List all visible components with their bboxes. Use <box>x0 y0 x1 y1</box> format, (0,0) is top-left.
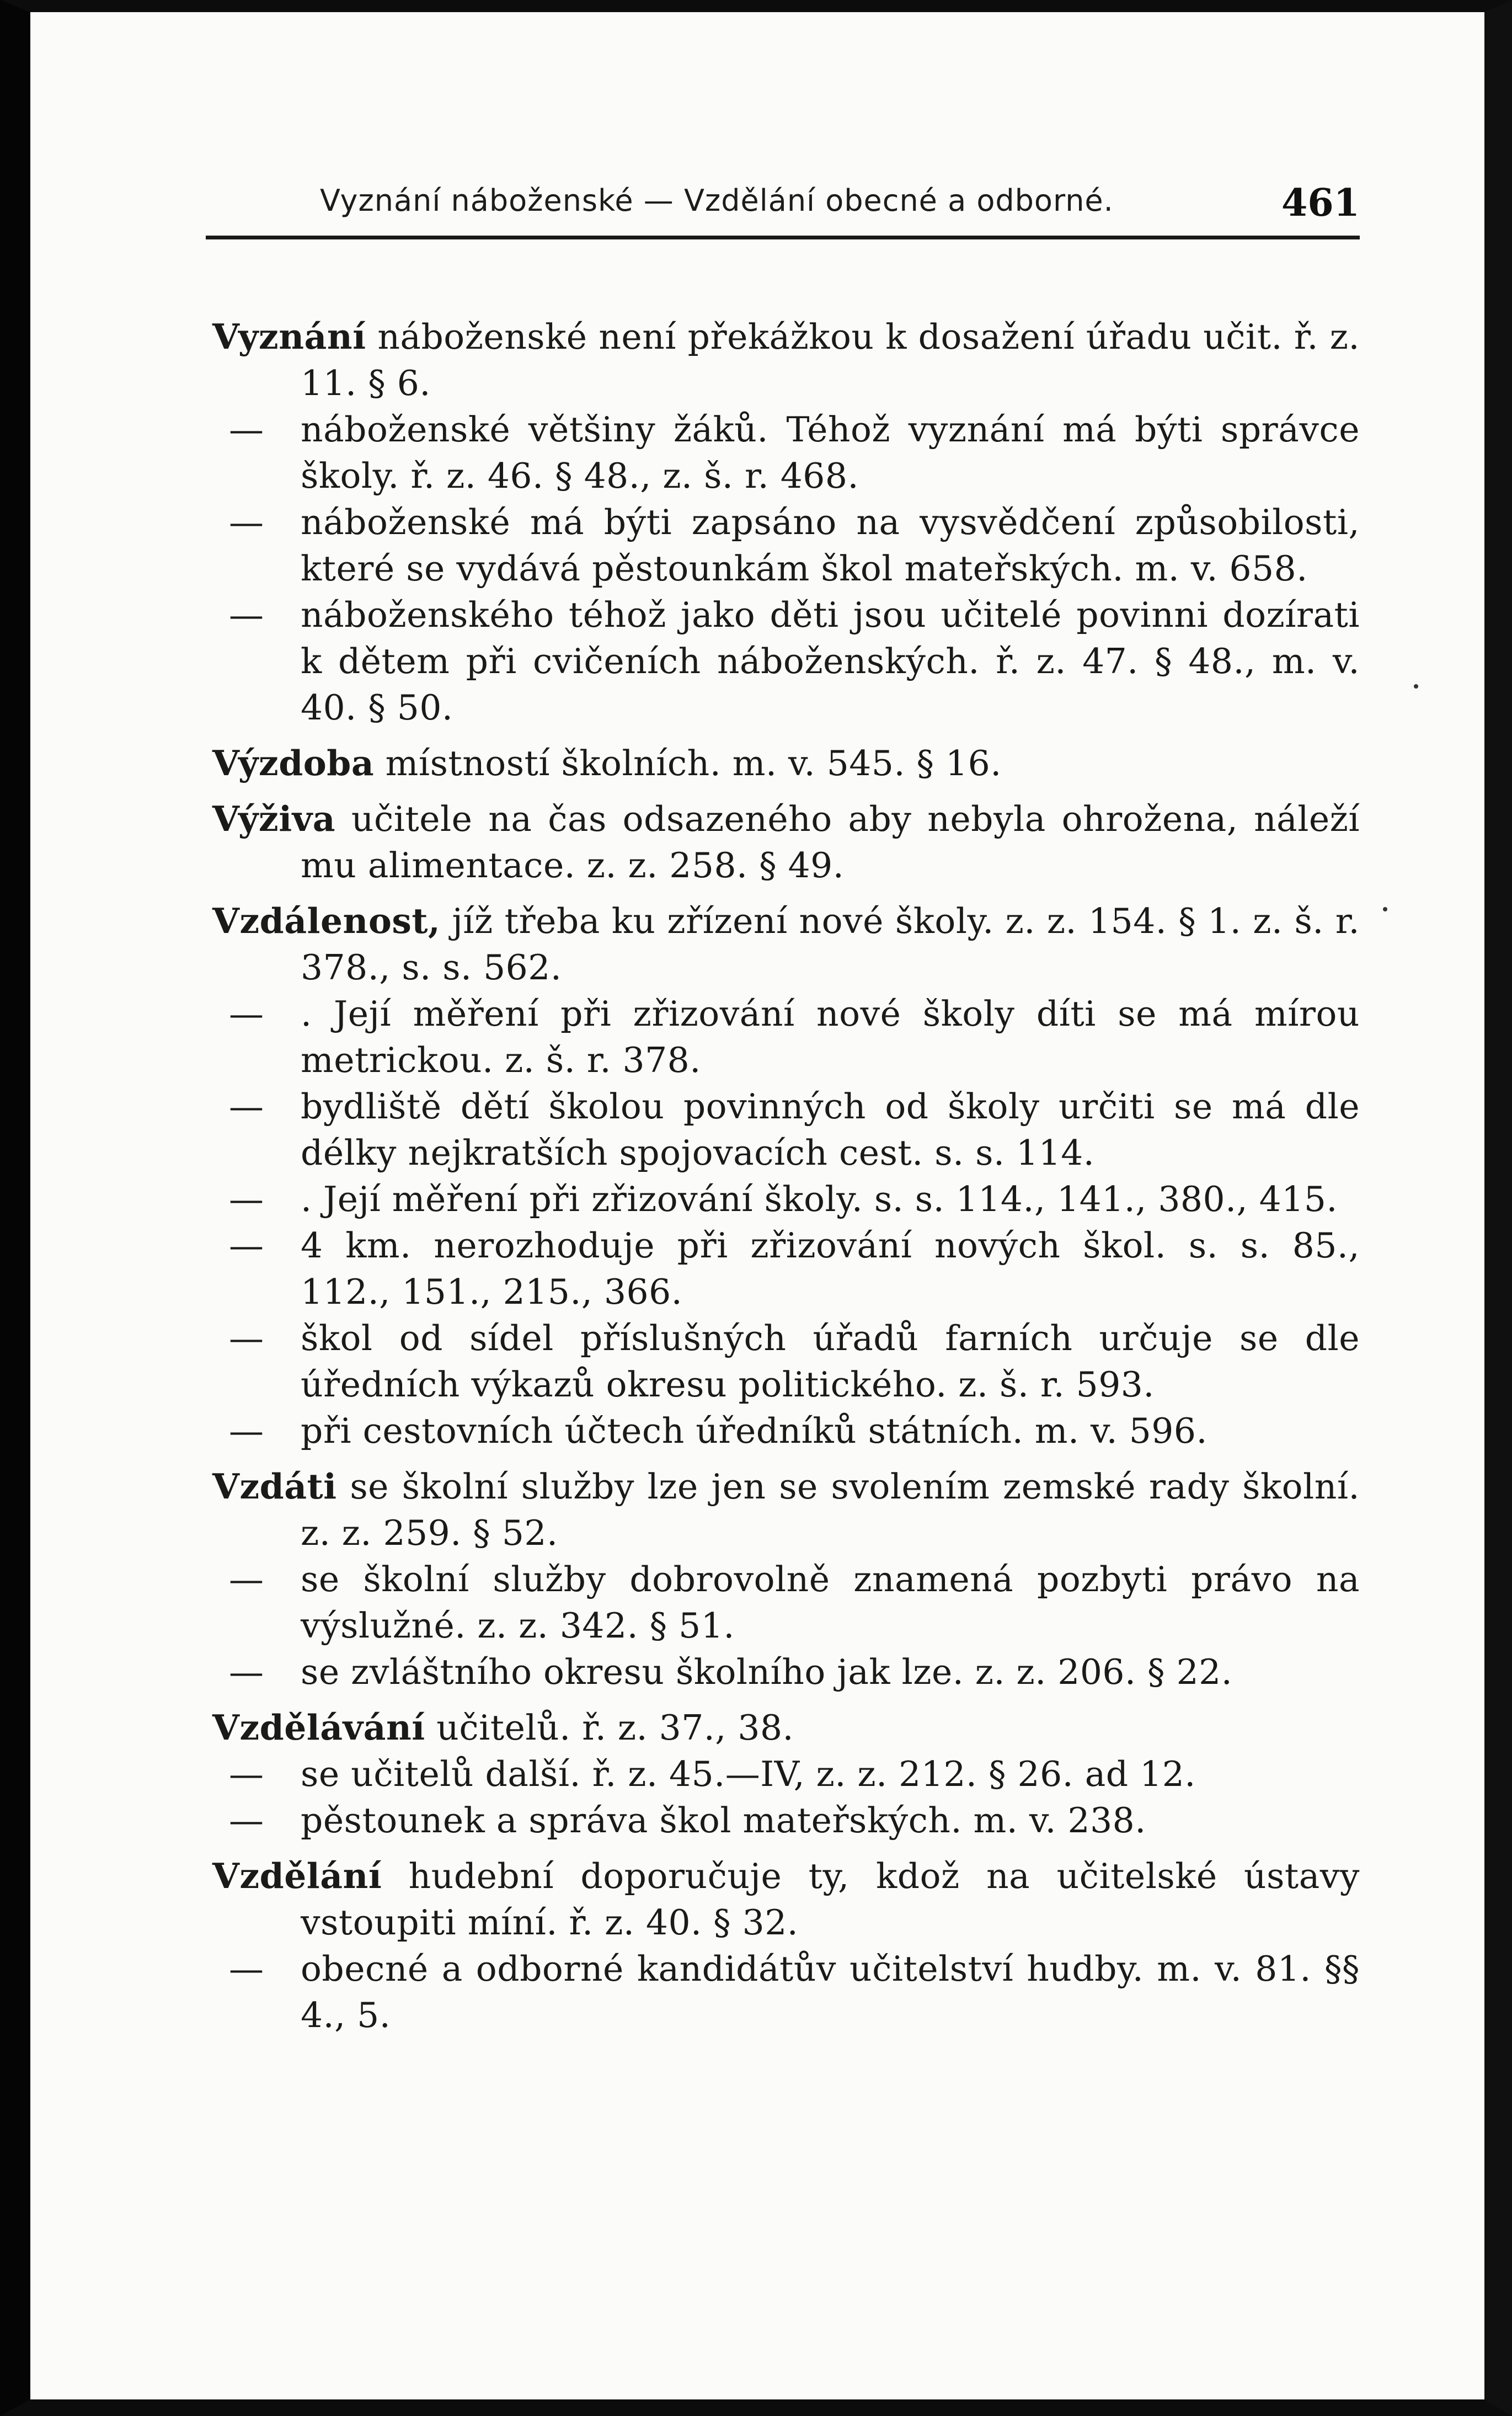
index-entry <box>212 1463 1360 1556</box>
running-title: Vyznání náboženské — Vzdělání obecné a odborné. <box>320 183 1114 218</box>
page-number: 461 <box>1281 181 1360 225</box>
entry-text: hudební doporučuje ty, kdož na učitelské ústavy vstoupiti míní. ř. z. 40. § 32. <box>301 1856 1360 1943</box>
index-subentry <box>212 1946 1360 2039</box>
entry-text: bydliště dětí školou povinných od školy určiti se má dle délky nejkratších spojovacích cest. s. s. 114. <box>301 1086 1360 1173</box>
index-entry <box>212 1704 1360 1751</box>
index-subentry <box>212 1649 1360 1695</box>
entry-dash: — <box>229 1179 264 1219</box>
entry-text: jíž třeba ku zřízení nové školy. z. z. 154. § 1. z. š. r. 378., s. s. 562. <box>301 901 1360 988</box>
index-subentry <box>212 1798 1360 1844</box>
entry-text: náboženské není překážkou k dosažení úřadu učit. ř. z. 11. § 6. <box>301 317 1360 403</box>
entry-dash: — <box>229 1225 264 1266</box>
entry-keyword: Výživa <box>212 798 336 839</box>
entry-dash: — <box>229 1559 264 1599</box>
entry-text: škol od sídel příslušných úřadů farních určuje se dle úředních výkazů okresu politického. z. š. r. 593. <box>301 1318 1360 1405</box>
entry-text: náboženské většiny žáků. Téhož vyznání má býti správce školy. ř. z. 46. § 48., z. š. r. 468. <box>301 409 1360 496</box>
index-subentry <box>212 499 1360 592</box>
index-subentry <box>212 1315 1360 1408</box>
index-entry <box>212 796 1360 889</box>
entry-text: pěstounek a správa škol mateřských. m. v. 238. <box>301 1800 1146 1841</box>
entry-keyword: Vzdělání <box>212 1855 382 1896</box>
index-subentry <box>212 1223 1360 1315</box>
entry-keyword: Vzdálenost, <box>212 900 441 941</box>
index-subentry <box>212 991 1360 1084</box>
entry-dash: — <box>229 409 264 450</box>
index-subentry <box>212 1176 1360 1223</box>
entry-dash: — <box>229 1949 264 1989</box>
entry-text: se školní služby lze jen se svolením zemské rady školní. z. z. 259. § 52. <box>301 1466 1360 1553</box>
entry-text: náboženské má býti zapsáno na vysvědčení způsobilosti, které se vydává pěstounkám škol mateřských. m. v. 658. <box>301 502 1360 589</box>
index-entries <box>212 305 1360 2039</box>
index-subentry <box>212 1408 1360 1454</box>
entry-text: náboženského téhož jako děti jsou učitelé povinni dozírati k dětem při cvičeních náboženských. ř. z. 47. § 48., m. v. 40. § 50. <box>301 595 1360 728</box>
book-page <box>212 178 1360 2035</box>
index-entry <box>212 313 1360 407</box>
index-entry <box>212 898 1360 991</box>
entry-keyword: Vzdáti <box>212 1466 337 1507</box>
entry-text: . Její měření při zřizování nové školy díti se má mírou metrickou. z. š. r. 378. <box>301 994 1360 1080</box>
index-subentry <box>212 407 1360 499</box>
entry-dash: — <box>229 1318 264 1358</box>
entry-text: učitele na čas odsazeného aby nebyla ohrožena, náleží mu alimentace. z. z. 258. § 49. <box>301 799 1360 886</box>
entry-dash: — <box>229 1800 264 1841</box>
index-subentry <box>212 592 1360 731</box>
entry-dash: — <box>229 1652 264 1692</box>
entry-text: při cestovních účtech úředníků státních. m. v. 596. <box>301 1411 1208 1451</box>
entry-text: se učitelů další. ř. z. 45.—IV, z. z. 212. § 26. ad 12. <box>301 1754 1196 1794</box>
margin-speck <box>1414 684 1418 689</box>
entry-dash: — <box>229 1411 264 1451</box>
entry-text: učitelů. ř. z. 37., 38. <box>425 1708 794 1748</box>
index-subentry <box>212 1084 1360 1176</box>
entry-text: se zvláštního okresu školního jak lze. z. z. 206. § 22. <box>301 1652 1233 1692</box>
entry-text: obecné a odborné kandidátův učitelství hudby. m. v. 81. §§ 4., 5. <box>301 1949 1360 2035</box>
entry-keyword: Výzdoba <box>212 743 375 783</box>
header-rule <box>206 236 1360 239</box>
entry-text: . Její měření při zřizování školy. s. s. 114., 141., 380., 415. <box>301 1179 1338 1219</box>
entry-dash: — <box>229 994 264 1034</box>
entry-text: místností školních. m. v. 545. § 16. <box>374 743 1002 783</box>
margin-speck <box>1383 907 1387 911</box>
index-subentry <box>212 1556 1360 1649</box>
index-entry <box>212 740 1360 787</box>
running-header <box>212 178 1360 238</box>
entry-dash: — <box>229 595 264 635</box>
entry-dash: — <box>229 1086 264 1127</box>
entry-dash: — <box>229 502 264 542</box>
entry-dash: — <box>229 1754 264 1794</box>
index-subentry <box>212 1751 1360 1798</box>
entry-text: se školní služby dobrovolně znamená pozbyti právo na výslužné. z. z. 342. § 51. <box>301 1559 1360 1646</box>
entry-keyword: Vyznání <box>212 316 366 357</box>
index-entry <box>212 1853 1360 1946</box>
entry-keyword: Vzdělávání <box>212 1707 425 1748</box>
entry-text: 4 km. nerozhoduje při zřizování nových škol. s. s. 85., 112., 151., 215., 366. <box>301 1225 1360 1312</box>
